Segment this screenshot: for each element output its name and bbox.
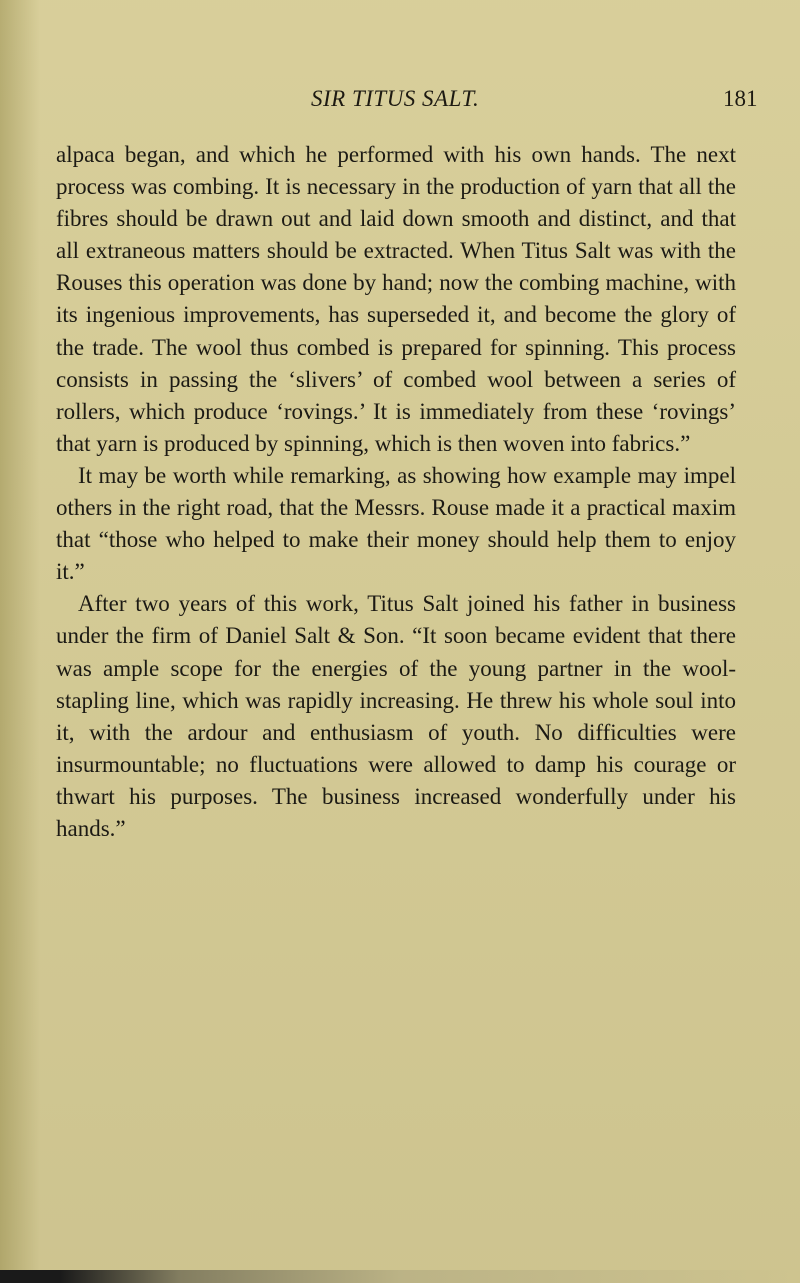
paragraph-continued: alpaca began, and which he performed with his own hands. The next process was combing. It is necessary in the production of yarn that all the fibres should be drawn out and laid down smooth and distinct, and that all extraneous matters should be extracted. When Titus Salt was with the Rouses this operation was done by hand; now the combing machine, with its ingenious improvements, has superseded it, and become the glory of the trade. The wool thus combed is prepared for spinning. This process consists in passing the ‘slivers’ of combed wool between a series of rollers, which produce ‘rovings.’ It is immediately from these ‘rovings’ that yarn is produced by spinning, which is then woven into fabrics.” (56, 142, 736, 456)
running-head (0, 86, 800, 126)
page-number: 181 (723, 86, 758, 111)
body-text (56, 139, 736, 845)
running-title: SIR TITUS SALT. (311, 86, 480, 111)
scan-edge-shadow (0, 1270, 800, 1283)
paragraph-daniel-salt-son: After two years of this work, Titus Salt joined his father in business under the firm of Daniel Salt & Son. “It soon became evident that there was ample scope for the energies of the young partner in the wool-stapling line, which was rapidly increasing. He threw his whole soul into it, with the ardour and enthusiasm of youth. No difficulties were insurmountable; no fluctuations were allowed to damp his courage or thwart his purposes. The business increased wonderfully under his hands.” (56, 591, 736, 841)
paragraph-rouse-maxim: It may be worth while remarking, as showing how example may impel others in the right road, that the Messrs. Rouse made it a practical maxim that “those who helped to make their money should help them to enjoy it.” (56, 462, 736, 585)
